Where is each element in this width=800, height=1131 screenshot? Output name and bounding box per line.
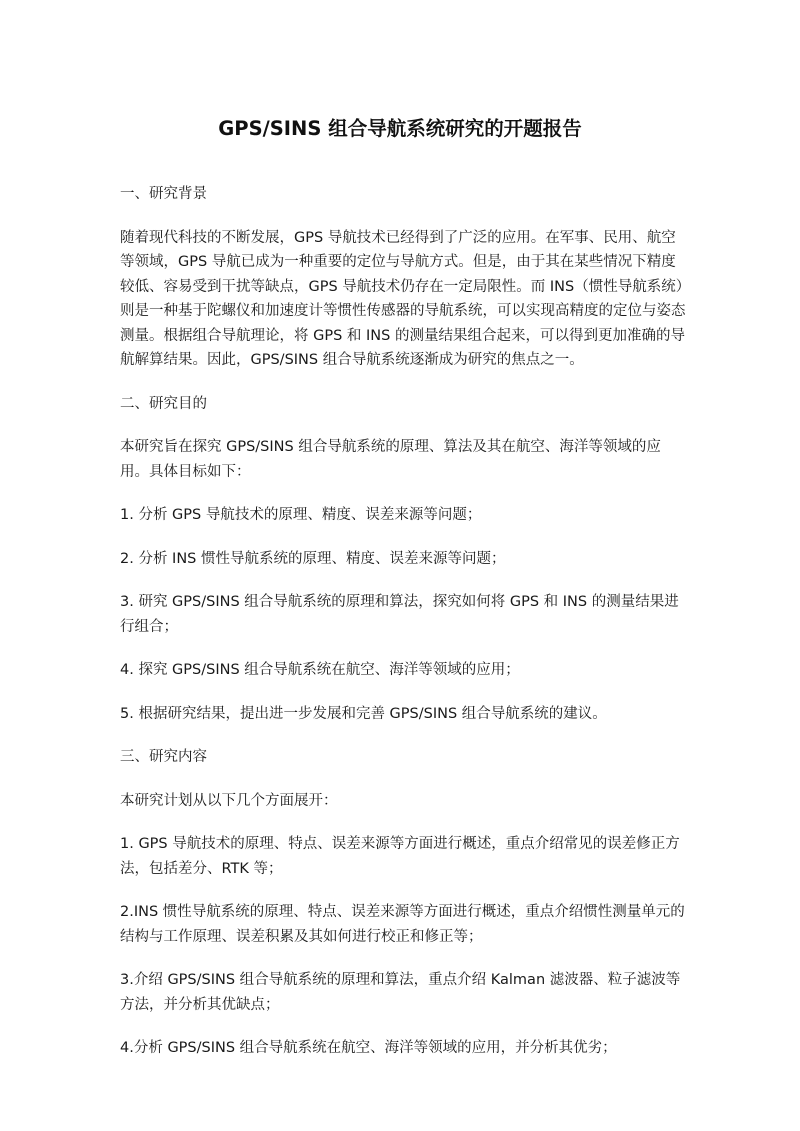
section-heading-content: 三、研究内容 [120,749,207,765]
content-intro: 本研究计划从以下几个方面展开： [120,792,338,809]
objective-item-3: 3. 研究 GPS/SINS 组合导航系统的原理和算法，探究如何将 GPS 和 INS 的测量结果进行组合； [120,594,679,635]
content-item-4: 4.分析 GPS/SINS 组合导航系统在航空、海洋等领域的应用，并分析其优劣； [120,1040,617,1056]
background-paragraph: 随着现代科技的不断发展，GPS 导航技术已经得到了广泛的应用。在军事、民用、航空等领域，GPS 导航已成为一种重要的定位与导航方式。但是，由于其在某些情况下精度较低、容易受到干扰等缺点，GPS 导航技术仍存在一定局限性。而 INS（惯性导航系统）则是一种基于陀螺仪和加速度计等惯性传感器的导航系统，可以实现高精度的定位与姿态测量。根据组合导航理论，将 GPS 和 INS 的测量结果组合起来，可以得到更加准确的导航解算结果。因此，GPS/SINS 组合导航系统逐渐成为研究的焦点之一。 [120,229,686,368]
document-body [120,182,686,1080]
objective-item-5: 5. 根据研究结果，提出进一步发展和完善 GPS/SINS 组合导航系统的建议。 [120,705,607,722]
document-title: GPS/SINS 组合导航系统研究的开题报告 [218,117,582,140]
section-heading-background: 一、研究背景 [120,186,207,202]
objectives-intro: 本研究旨在探究 GPS/SINS 组合导航系统的原理、算法及其在航空、海洋等领域的应用。具体目标如下： [120,439,661,480]
section-heading-objectives: 二、研究目的 [120,395,207,412]
content-item-2: 2.INS 惯性导航系统的原理、特点、误差来源等方面进行概述，重点介绍惯性测量单元的结构与工作原理、误差积累及其如何进行校正和修正等； [120,904,685,945]
content-item-1: 1. GPS 导航技术的原理、特点、误差来源等方面进行概述，重点介绍常见的误差修正方法，包括差分、RTK 等； [120,836,680,877]
objective-item-4: 4. 探究 GPS/SINS 组合导航系统在航空、海洋等领域的应用； [120,662,520,678]
objective-item-2: 2. 分析 INS 惯性导航系统的原理、精度、误差来源等问题； [120,550,506,567]
content-item-3: 3.介绍 GPS/SINS 组合导航系统的原理和算法，重点介绍 Kalman 滤波器、粒子滤波等方法，并分析其优缺点； [120,972,681,1013]
objective-item-1: 1. 分析 GPS 导航技术的原理、精度、误差来源等问题； [120,507,482,523]
